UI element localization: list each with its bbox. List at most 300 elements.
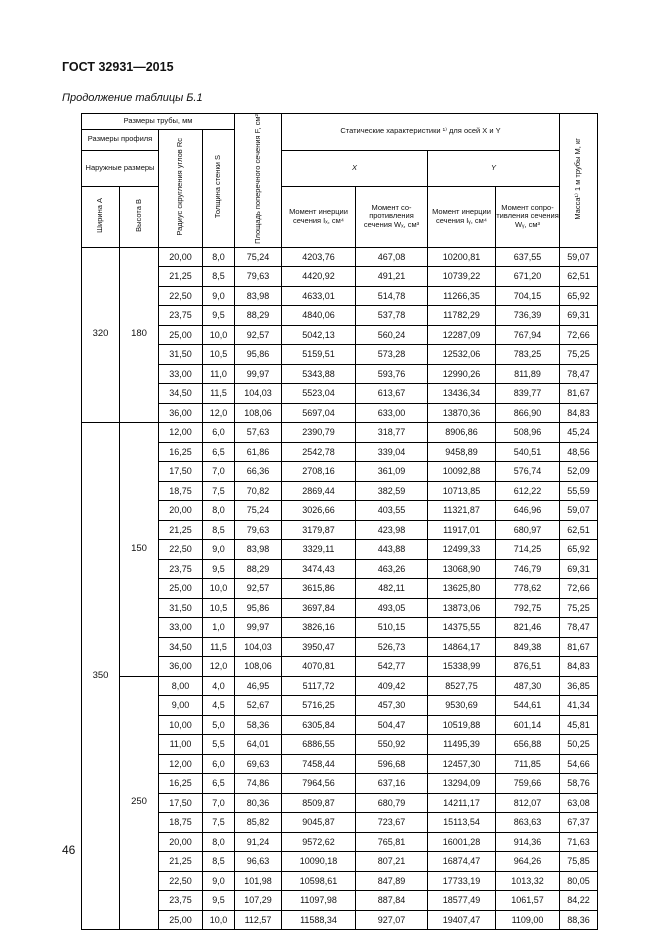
cell-thickness: 10,5 (203, 598, 235, 618)
cell-wx: 339,04 (356, 442, 428, 462)
cell-iy: 10713,85 (428, 481, 496, 501)
cell-area: 99,97 (235, 618, 282, 638)
cell-area: 79,63 (235, 520, 282, 540)
cell-thickness: 5,5 (203, 735, 235, 755)
cell-iy: 13294,09 (428, 774, 496, 794)
cell-wx: 361,09 (356, 462, 428, 482)
cell-area: 75,24 (235, 501, 282, 521)
cell-ix: 3615,86 (282, 579, 356, 599)
cell-ix: 9045,87 (282, 813, 356, 833)
cell-radius: 25,00 (159, 325, 203, 345)
cell-ix: 5716,25 (282, 696, 356, 716)
cell-wy: 711,85 (496, 754, 560, 774)
cell-thickness: 6,0 (203, 754, 235, 774)
cell-wy: 876,51 (496, 657, 560, 677)
cell-thickness: 10,0 (203, 910, 235, 930)
cell-thickness: 9,0 (203, 286, 235, 306)
table-row (82, 852, 598, 872)
cell-wy: 714,25 (496, 540, 560, 560)
cell-iy: 11321,87 (428, 501, 496, 521)
cell-radius: 11,00 (159, 735, 203, 755)
cell-ix: 4633,01 (282, 286, 356, 306)
header-area: Площадь поперечного сечения F, см² (235, 114, 282, 248)
cell-mass: 50,25 (560, 735, 598, 755)
cell-area: 88,29 (235, 306, 282, 326)
cell-radius: 20,00 (159, 501, 203, 521)
cell-area: 95,86 (235, 598, 282, 618)
cell-thickness: 6,0 (203, 423, 235, 443)
cell-iy: 11266,35 (428, 286, 496, 306)
cell-mass: 65,92 (560, 286, 598, 306)
table-row (82, 891, 598, 911)
cell-iy: 10519,88 (428, 715, 496, 735)
cell-thickness: 12,0 (203, 657, 235, 677)
cell-mass: 75,85 (560, 852, 598, 872)
cell-ix: 3950,47 (282, 637, 356, 657)
table-row (82, 774, 598, 794)
cell-radius: 31,50 (159, 598, 203, 618)
cell-thickness: 11,5 (203, 637, 235, 657)
cell-ix: 4420,92 (282, 267, 356, 287)
cell-wy: 1013,32 (496, 871, 560, 891)
cell-mass: 78,47 (560, 364, 598, 384)
cell-area: 75,24 (235, 247, 282, 267)
table-row (82, 832, 598, 852)
header-wx: Момент со-противления сечения Wₓ, см³ (356, 186, 428, 247)
cell-area: 96,63 (235, 852, 282, 872)
cell-wy: 863,63 (496, 813, 560, 833)
cell-wy: 759,66 (496, 774, 560, 794)
cell-radius: 23,75 (159, 891, 203, 911)
cell-wx: 637,16 (356, 774, 428, 794)
cell-wx: 457,30 (356, 696, 428, 716)
header-iy: Момент инерции сечения Iᵧ, см⁴ (428, 186, 496, 247)
cell-iy: 15113,54 (428, 813, 496, 833)
cell-ix: 5697,04 (282, 403, 356, 423)
cell-wy: 811,89 (496, 364, 560, 384)
header-thickness: Толщина стенки S (203, 130, 235, 248)
cell-area: 88,29 (235, 559, 282, 579)
cell-ix: 3826,16 (282, 618, 356, 638)
cell-area: 74,86 (235, 774, 282, 794)
cell-thickness: 7,0 (203, 462, 235, 482)
cell-wy: 812,07 (496, 793, 560, 813)
table-row (82, 540, 598, 560)
cell-ix: 6305,84 (282, 715, 356, 735)
cell-ix: 2708,16 (282, 462, 356, 482)
cell-mass: 62,51 (560, 520, 598, 540)
cell-wx: 463,26 (356, 559, 428, 579)
cell-mass: 54,66 (560, 754, 598, 774)
table-row (82, 423, 598, 443)
cell-iy: 12457,30 (428, 754, 496, 774)
cell-mass: 45,24 (560, 423, 598, 443)
cell-thickness: 9,5 (203, 891, 235, 911)
cell-wy: 964,26 (496, 852, 560, 872)
cell-mass: 62,51 (560, 267, 598, 287)
cell-thickness: 1,0 (203, 618, 235, 638)
cell-radius: 25,00 (159, 579, 203, 599)
cell-ix: 2869,44 (282, 481, 356, 501)
cell-ix: 3697,84 (282, 598, 356, 618)
cell-ix: 3026,66 (282, 501, 356, 521)
cell-mass: 48,56 (560, 442, 598, 462)
cell-area: 80,36 (235, 793, 282, 813)
table-row (82, 501, 598, 521)
table-row (82, 637, 598, 657)
table-row (82, 696, 598, 716)
cell-radius: 23,75 (159, 559, 203, 579)
cell-wx: 633,00 (356, 403, 428, 423)
cell-area: 112,57 (235, 910, 282, 930)
cell-wx: 482,11 (356, 579, 428, 599)
cell-area: 61,86 (235, 442, 282, 462)
cell-ix: 6886,55 (282, 735, 356, 755)
cell-radius: 22,50 (159, 540, 203, 560)
cell-area: 104,03 (235, 637, 282, 657)
cell-iy: 11782,29 (428, 306, 496, 326)
cell-area: 58,36 (235, 715, 282, 735)
cell-wy: 1109,00 (496, 910, 560, 930)
cell-mass: 75,25 (560, 345, 598, 365)
cell-mass: 59,07 (560, 501, 598, 521)
cell-wy: 576,74 (496, 462, 560, 482)
cell-area: 107,29 (235, 891, 282, 911)
header-width: Ширина A (82, 186, 120, 247)
cell-mass: 67,37 (560, 813, 598, 833)
cell-iy: 13625,80 (428, 579, 496, 599)
cell-ix: 5159,51 (282, 345, 356, 365)
cell-wx: 807,21 (356, 852, 428, 872)
cell-thickness: 8,5 (203, 852, 235, 872)
cell-area: 95,86 (235, 345, 282, 365)
cell-width: 320 (82, 247, 120, 423)
cell-radius: 36,00 (159, 403, 203, 423)
header-outer-sizes: Наружные размеры (82, 150, 159, 186)
cell-wx: 847,89 (356, 871, 428, 891)
cell-iy: 8527,75 (428, 676, 496, 696)
cell-ix: 4840,06 (282, 306, 356, 326)
cell-mass: 63,08 (560, 793, 598, 813)
table-row (82, 715, 598, 735)
cell-area: 92,57 (235, 325, 282, 345)
cell-thickness: 7,5 (203, 813, 235, 833)
cell-radius: 17,50 (159, 462, 203, 482)
table-row (82, 364, 598, 384)
cell-area: 83,98 (235, 540, 282, 560)
table-row (82, 267, 598, 287)
cell-mass: 69,31 (560, 559, 598, 579)
cell-wy: 866,90 (496, 403, 560, 423)
table-row (82, 676, 598, 696)
cell-wy: 1061,57 (496, 891, 560, 911)
cell-iy: 10739,22 (428, 267, 496, 287)
cell-wx: 560,24 (356, 325, 428, 345)
cell-thickness: 4,5 (203, 696, 235, 716)
cell-ix: 5117,72 (282, 676, 356, 696)
cell-mass: 84,22 (560, 891, 598, 911)
cell-wx: 443,88 (356, 540, 428, 560)
cell-radius: 34,50 (159, 637, 203, 657)
cell-radius: 16,25 (159, 774, 203, 794)
cell-iy: 14864,17 (428, 637, 496, 657)
cell-radius: 8,00 (159, 676, 203, 696)
cell-radius: 10,00 (159, 715, 203, 735)
cell-wx: 491,21 (356, 267, 428, 287)
cell-ix: 2390,79 (282, 423, 356, 443)
cell-iy: 10200,81 (428, 247, 496, 267)
header-static-chars: Статические характеристики ¹⁾ для осей X и Y (282, 114, 560, 151)
cell-radius: 16,25 (159, 442, 203, 462)
cell-radius: 33,00 (159, 364, 203, 384)
cell-iy: 12532,06 (428, 345, 496, 365)
cell-wy: 601,14 (496, 715, 560, 735)
cell-ix: 3329,11 (282, 540, 356, 560)
cell-wx: 403,55 (356, 501, 428, 521)
cell-thickness: 4,0 (203, 676, 235, 696)
cell-thickness: 8,0 (203, 247, 235, 267)
cell-wx: 409,42 (356, 676, 428, 696)
cell-ix: 9572,62 (282, 832, 356, 852)
cell-mass: 58,76 (560, 774, 598, 794)
cell-iy: 11495,39 (428, 735, 496, 755)
cell-ix: 3179,87 (282, 520, 356, 540)
cell-radius: 12,00 (159, 754, 203, 774)
cell-iy: 13870,36 (428, 403, 496, 423)
cell-ix: 5343,88 (282, 364, 356, 384)
cell-ix: 10090,18 (282, 852, 356, 872)
cell-wy: 508,96 (496, 423, 560, 443)
table-row (82, 384, 598, 404)
cell-wy: 540,51 (496, 442, 560, 462)
cell-area: 101,98 (235, 871, 282, 891)
cell-iy: 8906,86 (428, 423, 496, 443)
cell-ix: 4203,76 (282, 247, 356, 267)
header-ix: Момент инерции сечения Iₓ, см⁴ (282, 186, 356, 247)
cell-wx: 927,07 (356, 910, 428, 930)
cell-radius: 12,00 (159, 423, 203, 443)
cell-wy: 792,75 (496, 598, 560, 618)
cell-iy: 15338,99 (428, 657, 496, 677)
cell-wx: 765,81 (356, 832, 428, 852)
header-profile-sizes: Размеры профиля (82, 130, 159, 151)
table-row (82, 481, 598, 501)
cell-area: 70,82 (235, 481, 282, 501)
cell-area: 92,57 (235, 579, 282, 599)
cell-iy: 12990,26 (428, 364, 496, 384)
cell-mass: 84,83 (560, 403, 598, 423)
cell-thickness: 6,5 (203, 774, 235, 794)
header-height: Высота B (120, 186, 159, 247)
cell-area: 69,63 (235, 754, 282, 774)
cell-wx: 680,79 (356, 793, 428, 813)
cell-wx: 423,98 (356, 520, 428, 540)
cell-thickness: 5,0 (203, 715, 235, 735)
cell-wx: 510,15 (356, 618, 428, 638)
cell-ix: 7964,56 (282, 774, 356, 794)
cell-iy: 11917,01 (428, 520, 496, 540)
cell-area: 64,01 (235, 735, 282, 755)
cell-radius: 31,50 (159, 345, 203, 365)
cell-wx: 613,67 (356, 384, 428, 404)
cell-ix: 4070,81 (282, 657, 356, 677)
cell-wy: 821,46 (496, 618, 560, 638)
cell-mass: 88,36 (560, 910, 598, 930)
cell-radius: 22,50 (159, 286, 203, 306)
cell-wy: 914,36 (496, 832, 560, 852)
cell-radius: 21,25 (159, 852, 203, 872)
table-row (82, 871, 598, 891)
cell-thickness: 10,0 (203, 579, 235, 599)
cell-wy: 839,77 (496, 384, 560, 404)
cell-wy: 704,15 (496, 286, 560, 306)
cell-radius: 36,00 (159, 657, 203, 677)
cell-mass: 75,25 (560, 598, 598, 618)
cell-radius: 33,00 (159, 618, 203, 638)
header-radius: Радиус скругления углов Rc (159, 130, 203, 248)
cell-thickness: 8,0 (203, 832, 235, 852)
cell-width: 350 (82, 423, 120, 930)
cell-ix: 8509,87 (282, 793, 356, 813)
cell-radius: 18,75 (159, 481, 203, 501)
table-row (82, 735, 598, 755)
cell-thickness: 9,0 (203, 540, 235, 560)
table-row (82, 910, 598, 930)
cell-thickness: 10,5 (203, 345, 235, 365)
cell-mass: 80,05 (560, 871, 598, 891)
cell-ix: 10598,61 (282, 871, 356, 891)
cell-radius: 34,50 (159, 384, 203, 404)
cell-mass: 65,92 (560, 540, 598, 560)
cell-thickness: 11,0 (203, 364, 235, 384)
cell-thickness: 6,5 (203, 442, 235, 462)
cell-wy: 487,30 (496, 676, 560, 696)
cell-area: 91,24 (235, 832, 282, 852)
cell-radius: 20,00 (159, 247, 203, 267)
cell-wx: 573,28 (356, 345, 428, 365)
cell-wy: 680,97 (496, 520, 560, 540)
cell-area: 46,95 (235, 676, 282, 696)
cell-iy: 9458,89 (428, 442, 496, 462)
cell-height: 150 (120, 423, 159, 677)
cell-thickness: 9,5 (203, 559, 235, 579)
cell-mass: 36,85 (560, 676, 598, 696)
cell-thickness: 7,0 (203, 793, 235, 813)
cell-mass: 59,07 (560, 247, 598, 267)
table-body (82, 247, 598, 930)
cell-wx: 550,92 (356, 735, 428, 755)
header-axis-y: Y (428, 150, 560, 186)
cell-iy: 16874,47 (428, 852, 496, 872)
cell-radius: 22,50 (159, 871, 203, 891)
cell-iy: 10092,88 (428, 462, 496, 482)
cell-height: 250 (120, 676, 159, 930)
cell-radius: 21,25 (159, 520, 203, 540)
cell-wx: 887,84 (356, 891, 428, 911)
cell-wy: 612,22 (496, 481, 560, 501)
cell-wx: 318,77 (356, 423, 428, 443)
cell-wx: 467,08 (356, 247, 428, 267)
document-header: ГОСТ 32931—2015 (62, 60, 174, 74)
header-axis-x: X (282, 150, 428, 186)
cell-iy: 13068,90 (428, 559, 496, 579)
table-row (82, 813, 598, 833)
cell-ix: 5523,04 (282, 384, 356, 404)
cell-mass: 81,67 (560, 384, 598, 404)
cell-mass: 41,34 (560, 696, 598, 716)
cell-iy: 14375,55 (428, 618, 496, 638)
cell-area: 99,97 (235, 364, 282, 384)
table-row (82, 657, 598, 677)
cell-wx: 537,78 (356, 306, 428, 326)
cell-thickness: 8,5 (203, 520, 235, 540)
cell-wx: 596,68 (356, 754, 428, 774)
cell-ix: 7458,44 (282, 754, 356, 774)
cell-thickness: 11,5 (203, 384, 235, 404)
cell-wy: 767,94 (496, 325, 560, 345)
cell-area: 85,82 (235, 813, 282, 833)
cell-mass: 71,63 (560, 832, 598, 852)
cell-ix: 5042,13 (282, 325, 356, 345)
cell-wy: 646,96 (496, 501, 560, 521)
cell-mass: 81,67 (560, 637, 598, 657)
cell-ix: 2542,78 (282, 442, 356, 462)
cell-thickness: 8,5 (203, 267, 235, 287)
cell-area: 108,06 (235, 657, 282, 677)
cell-wy: 746,79 (496, 559, 560, 579)
cell-area: 66,36 (235, 462, 282, 482)
cell-height: 180 (120, 247, 159, 423)
cell-area: 104,03 (235, 384, 282, 404)
cell-thickness: 12,0 (203, 403, 235, 423)
cell-wx: 504,47 (356, 715, 428, 735)
header-mass: Масса¹⁾ 1 м трубы M, кг (560, 114, 598, 248)
cell-iy: 17733,19 (428, 871, 496, 891)
cell-wy: 783,25 (496, 345, 560, 365)
cell-iy: 19407,47 (428, 910, 496, 930)
cell-wy: 671,20 (496, 267, 560, 287)
cell-area: 79,63 (235, 267, 282, 287)
table-row (82, 345, 598, 365)
table-row (82, 520, 598, 540)
table-row (82, 598, 598, 618)
cell-wx: 723,67 (356, 813, 428, 833)
table-row (82, 306, 598, 326)
cell-wy: 656,88 (496, 735, 560, 755)
cell-iy: 9530,69 (428, 696, 496, 716)
cell-iy: 16001,28 (428, 832, 496, 852)
cell-iy: 13436,34 (428, 384, 496, 404)
cell-mass: 69,31 (560, 306, 598, 326)
table-row (82, 618, 598, 638)
cell-thickness: 7,5 (203, 481, 235, 501)
cell-wx: 382,59 (356, 481, 428, 501)
cell-wx: 593,76 (356, 364, 428, 384)
cell-mass: 45,81 (560, 715, 598, 735)
cell-ix: 3474,43 (282, 559, 356, 579)
header-wy: Момент сопро-тивления сечения Wᵧ, см³ (496, 186, 560, 247)
cell-area: 108,06 (235, 403, 282, 423)
cell-iy: 12499,33 (428, 540, 496, 560)
cell-area: 52,67 (235, 696, 282, 716)
table-row (82, 559, 598, 579)
table-row (82, 793, 598, 813)
cell-wx: 493,05 (356, 598, 428, 618)
cell-thickness: 8,0 (203, 501, 235, 521)
cell-radius: 9,00 (159, 696, 203, 716)
cell-thickness: 10,0 (203, 325, 235, 345)
table-row (82, 247, 598, 267)
